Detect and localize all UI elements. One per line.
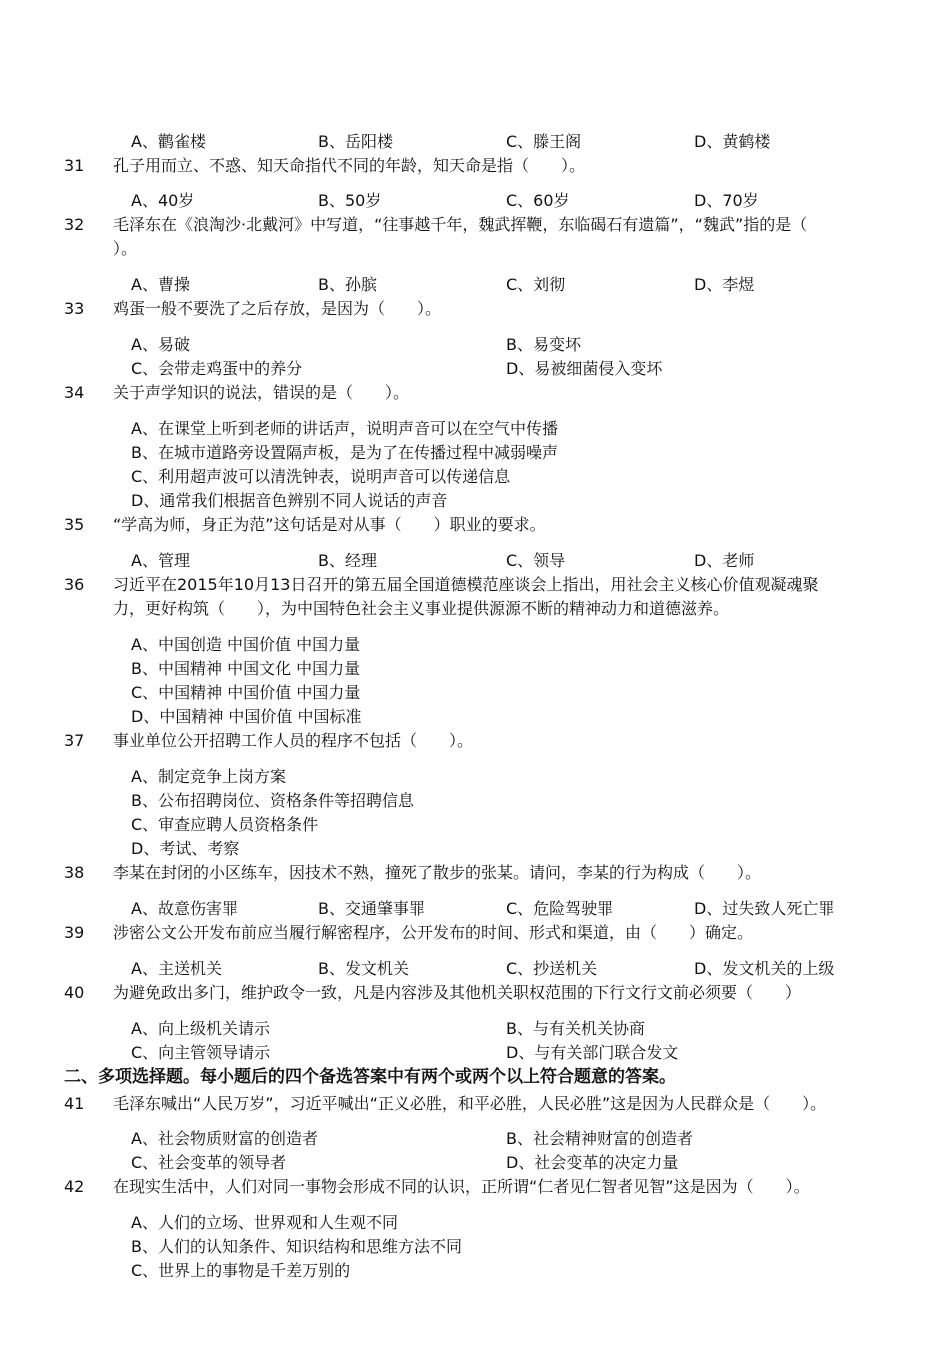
q33-option-a: A、易破 <box>131 335 190 354</box>
q37-option-c: C、审查应聘人员资格条件 <box>131 815 319 834</box>
q42-option-c: C、世界上的事物是千差万别的 <box>131 1261 351 1280</box>
q35-option-a: A、管理 <box>131 551 190 570</box>
q38-number: 38 <box>64 863 85 882</box>
q34-option-d: D、通常我们根据音色辨别不同人说话的声音 <box>131 491 448 510</box>
q41-option-d: D、社会变革的决定力量 <box>506 1153 679 1172</box>
q40-number: 40 <box>64 983 85 1002</box>
q36-option-c: C、中国精神 中国价值 中国力量 <box>131 683 361 702</box>
q32-text-line1: 毛泽东在《浪淘沙·北戴河》中写道，“往事越千年，魏武挥鞭，东临碣石有遗篇”，“魏武”指的是（ <box>113 215 808 234</box>
q41-text: 毛泽东喊出“人民万岁”，习近平喊出“正义必胜，和平必胜，人民必胜”这是因为人民群众是（ ）。 <box>113 1094 827 1113</box>
q42-number: 42 <box>64 1177 85 1196</box>
q34-option-a: A、在课堂上听到老师的讲话声，说明声音可以在空气中传播 <box>131 419 558 438</box>
q39-option-b: B、发文机关 <box>318 959 409 978</box>
q37-text: 事业单位公开招聘工作人员的程序不包括（ ）。 <box>113 731 474 750</box>
q42-text: 在现实生活中，人们对同一事物会形成不同的认识，正所谓“仁者见仁智者见智”这是因为（ ）。 <box>113 1177 810 1196</box>
q34-number: 34 <box>64 383 85 402</box>
q32-option-c: C、刘彻 <box>506 275 566 294</box>
q34-text: 关于声学知识的说法，错误的是（ ）。 <box>113 383 410 402</box>
q31-option-d: D、70岁 <box>694 191 759 210</box>
q40-option-b: B、与有关机关协商 <box>506 1019 645 1038</box>
q33-number: 33 <box>64 299 85 318</box>
q34-option-c: C、利用超声波可以清洗钟表，说明声音可以传递信息 <box>131 467 511 486</box>
q35-option-c: C、领导 <box>506 551 566 570</box>
q34-option-b: B、在城市道路旁设置隔声板，是为了在传播过程中减弱噪声 <box>131 443 558 462</box>
q31-option-c: C、60岁 <box>506 191 570 210</box>
q42-option-b: B、人们的认知条件、知识结构和思维方法不同 <box>131 1237 462 1256</box>
q32-option-a: A、曹操 <box>131 275 190 294</box>
section-heading: 二、多项选择题。每小题后的四个备选答案中有两个或两个以上符合题意的答案。 <box>64 1067 676 1087</box>
q40-text: 为避免政出多门，维护政令一致，凡是内容涉及其他机关职权范围的下行文行文前必须要（ ） <box>113 983 802 1002</box>
q33-option-c: C、会带走鸡蛋中的养分 <box>131 359 303 378</box>
q30-option-a: A、鹳雀楼 <box>131 132 206 151</box>
q30-option-b: B、岳阳楼 <box>318 132 393 151</box>
q35-option-d: D、老师 <box>694 551 755 570</box>
q31-text: 孔子用而立、不惑、知天命指代不同的年龄，知天命是指（ ）。 <box>113 156 586 175</box>
q31-number: 31 <box>64 156 85 175</box>
q33-option-d: D、易被细菌侵入变坏 <box>506 359 663 378</box>
q36-number: 36 <box>64 575 85 594</box>
q37-option-a: A、制定竞争上岗方案 <box>131 767 286 786</box>
q38-option-a: A、故意伤害罪 <box>131 899 238 918</box>
q30-option-d: D、黄鹤楼 <box>694 132 771 151</box>
q40-option-d: D、与有关部门联合发文 <box>506 1043 679 1062</box>
q32-number: 32 <box>64 215 85 234</box>
q32-option-d: D、李煜 <box>694 275 755 294</box>
q38-option-c: C、危险驾驶罪 <box>506 899 614 918</box>
q36-text-line2: 力，更好构筑（ ），为中国特色社会主义事业提供源源不断的精神动力和道德滋养。 <box>113 599 730 618</box>
q40-option-c: C、向主管领导请示 <box>131 1043 271 1062</box>
q39-option-c: C、抄送机关 <box>506 959 598 978</box>
q41-option-c: C、社会变革的领导者 <box>131 1153 287 1172</box>
q35-number: 35 <box>64 515 85 534</box>
q35-option-b: B、经理 <box>318 551 377 570</box>
q41-option-b: B、社会精神财富的创造者 <box>506 1129 693 1148</box>
q41-number: 41 <box>64 1094 85 1113</box>
q38-option-b: B、交通肇事罪 <box>318 899 425 918</box>
q39-number: 39 <box>64 923 85 942</box>
q32-text-line2: ）。 <box>113 239 138 258</box>
q39-option-d: D、发文机关的上级 <box>694 959 835 978</box>
q38-option-d: D、过失致人死亡罪 <box>694 899 835 918</box>
q33-text: 鸡蛋一般不要洗了之后存放，是因为（ ）。 <box>113 299 442 318</box>
q42-option-a: A、人们的立场、世界观和人生观不同 <box>131 1213 398 1232</box>
q38-text: 李某在封闭的小区练车，因技术不熟，撞死了散步的张某。请问，李某的行为构成（ ）。 <box>113 863 762 882</box>
q32-option-b: B、孙膑 <box>318 275 377 294</box>
q30-option-c: C、滕王阁 <box>506 132 582 151</box>
q35-text: “学高为师，身正为范”这句话是对从事（ ）职业的要求。 <box>113 515 546 534</box>
q40-option-a: A、向上级机关请示 <box>131 1019 270 1038</box>
q37-option-b: B、公布招聘岗位、资格条件等招聘信息 <box>131 791 414 810</box>
q31-option-a: A、40岁 <box>131 191 195 210</box>
q36-option-a: A、中国创造 中国价值 中国力量 <box>131 635 361 654</box>
q39-text: 涉密公文公开发布前应当履行解密程序，公开发布的时间、形式和渠道，由（ ）确定。 <box>113 923 754 942</box>
q33-option-b: B、易变坏 <box>506 335 581 354</box>
q36-text-line1: 习近平在2015年10月13日召开的第五届全国道德模范座谈会上指出，用社会主义核心价值观凝魂聚 <box>113 575 819 594</box>
q31-option-b: B、50岁 <box>318 191 382 210</box>
q41-option-a: A、社会物质财富的创造者 <box>131 1129 318 1148</box>
q36-option-d: D、中国精神 中国价值 中国标准 <box>131 707 362 726</box>
q37-option-d: D、考试、考察 <box>131 839 240 858</box>
q39-option-a: A、主送机关 <box>131 959 222 978</box>
q37-number: 37 <box>64 731 85 750</box>
q36-option-b: B、中国精神 中国文化 中国力量 <box>131 659 361 678</box>
